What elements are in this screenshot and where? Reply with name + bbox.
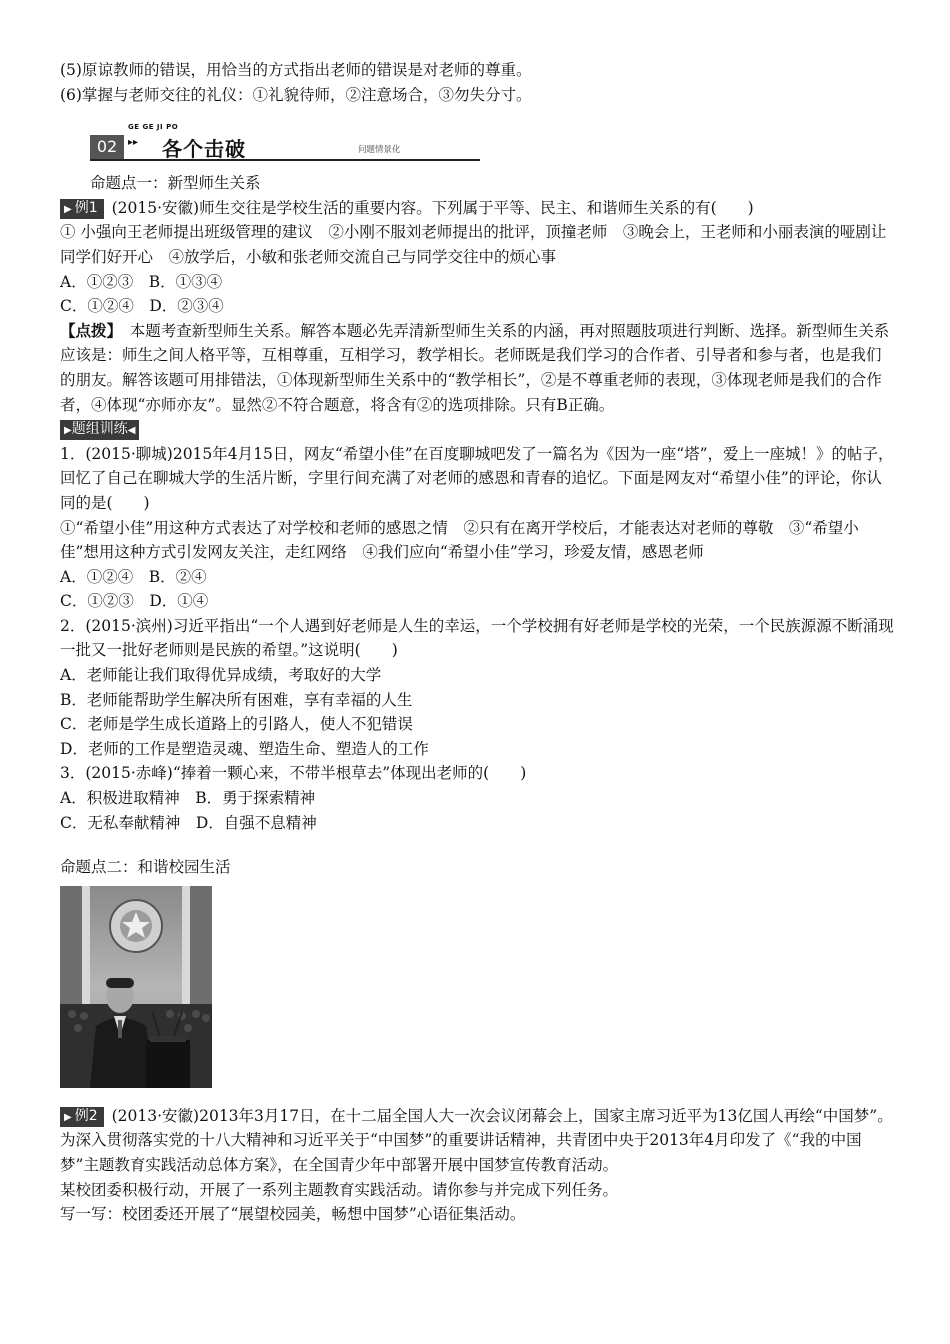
question-1-choice-ab: A．①②④ B．②④ — [60, 567, 207, 586]
question-1: 1．(2015·聊城)2015年4月15日，网友“希望小佳”在百度聊城吧发了一篇名为《因为一座“塔”，爱上一座城！》的帖子，回忆了自己在聊城大学的生活片断，字里行间充满了对老师的感恩和青春的追忆。下面是网友对“希望小佳”的评论，你认同的是( ) — [60, 444, 894, 512]
point1-heading: 命题点一：新型师生关系 — [90, 174, 261, 193]
banner-rule — [90, 159, 480, 161]
example2-line-3: 写一写：校团委还开展了“展望校园美，畅想中国梦”心语征集活动。 — [60, 1205, 526, 1224]
triangle-right-icon: ▶ — [64, 1111, 72, 1123]
triangle-right-icon: ▶ — [64, 203, 72, 215]
question-1-options: ①“希望小佳”用这种方式表达了对学校和老师的感恩之情 ②只有在离开学校后，才能表达对老师的尊敬 ③“希望小佳”想用这种方式引发网友关注，走红网络 ④我们应向“希望小佳”学习，珍爱友情，感恩老师 — [60, 518, 859, 562]
banner-subtitle: 问题情景化 — [358, 145, 401, 156]
question-3-choice-ab: A．积极进取精神 B．勇于探索精神 — [60, 789, 316, 808]
intro-line-5: (5)原谅教师的错误，用恰当的方式指出老师的错误是对老师的尊重。 — [60, 61, 532, 79]
training-label-row — [60, 417, 895, 442]
example2-tag: ▶ 例2 — [60, 1107, 104, 1127]
banner-pinyin: GE GE JI PO — [128, 123, 179, 132]
question-2: 2．(2015·滨州)习近平指出“一个人遇到好老师是人生的幸运，一个学校拥有好老师是学校的光荣，一个民族源源不断涌现一批又一批好老师则是民族的希望。”这说明( ) — [60, 616, 894, 660]
training-tag: ▶题组训练◀ — [60, 420, 139, 440]
example1-choice-cd: C．①②④ D．②③④ — [60, 297, 224, 316]
example1-analysis: 【点拨】 本题考查新型师生关系。解答本题必先弄清新型师生关系的内涵，再对照题肢项进行判断、选择。新型师生关系应该是：师生之间人格平等，互相尊重，互相学习，教学相长。老师既是我们学习的合作者、引导者和参与者，也是我们的朋友。解答该题可用排错法，①体现新型师生关系中的“教学相长”，②是不尊重老师的表现，③体现老师是我们的合作者，④体现“亦师亦友”。显然②不符合题意，将含有②的选项排除。只有B正确。 — [60, 320, 890, 414]
page — [60, 58, 895, 1227]
example2-line-2: 某校团委积极行动，开展了一系列主题教育实践活动。请你参与并完成下列任务。 — [60, 1180, 619, 1199]
intro-line-6: (6)掌握与老师交往的礼仪：①礼貌待师，②注意场合，③勿失分寸。 — [60, 85, 532, 104]
question-2-choice-d: D．老师的工作是塑造灵魂、塑造生命、塑造人的工作 — [60, 739, 429, 758]
example1-choice-ab: A．①②③ B．①③④ — [60, 272, 223, 291]
triangle-right-icon: ▶ — [64, 425, 72, 437]
example2-question: ▶ 例2 (2013·安徽)2013年3月17日，在十二届全国人大一次会议闭幕会上，国家主席习近平为13亿国人再绘“中国梦”。为深入贯彻落实党的十八大精神和习近平关于“中国梦”的重要讲话精神，共青团中央于2013年4月印发了《“我的中国梦”主题教育实践活动总体方案》，在全国青少年中部署开展中国梦宣传教育活动。 — [60, 1106, 893, 1174]
banner-title: 各个击破 — [162, 137, 246, 162]
point2-heading: 命题点二：和谐校园生活 — [60, 858, 231, 877]
banner-number: 02 — [90, 135, 124, 159]
example1-tag: ▶ 例1 — [60, 199, 104, 219]
section-banner — [90, 123, 480, 167]
triangle-left-icon: ◀ — [127, 425, 136, 437]
news-photo — [60, 886, 212, 1088]
question-3: 3．(2015·赤峰)“捧着一颗心来，不带半根草去”体现出老师的( ) — [60, 764, 527, 783]
question-2-choice-a: A．老师能让我们取得优异成绩，考取好的大学 — [60, 666, 382, 685]
question-1-choice-cd: C．①②③ D．①④ — [60, 592, 209, 611]
question-3-choice-cd: C．无私奉献精神 D．自强不息精神 — [60, 813, 317, 832]
example1-options: ① 小强向王老师提出班级管理的建议 ②小刚不服刘老师提出的批评，顶撞老师 ③晚会上，王老师和小丽表演的哑剧让同学们好开心 ④放学后，小敏和张老师交流自己与同学交往中的烦心事 — [60, 223, 887, 266]
example1-question: ▶ 例1 (2015·安徽)师生交往是学校生活的重要内容。下列属于平等、民主、和谐师生关系的有( ) — [60, 196, 895, 221]
double-arrow-icon: ▸▸ — [128, 137, 139, 149]
question-2-choice-c: C．老师是学生成长道路上的引路人，使人不犯错误 — [60, 715, 413, 734]
question-2-choice-b: B．老师能帮助学生解决所有困难，享有幸福的人生 — [60, 690, 413, 709]
analysis-label: 【点拨】 — [60, 320, 115, 340]
